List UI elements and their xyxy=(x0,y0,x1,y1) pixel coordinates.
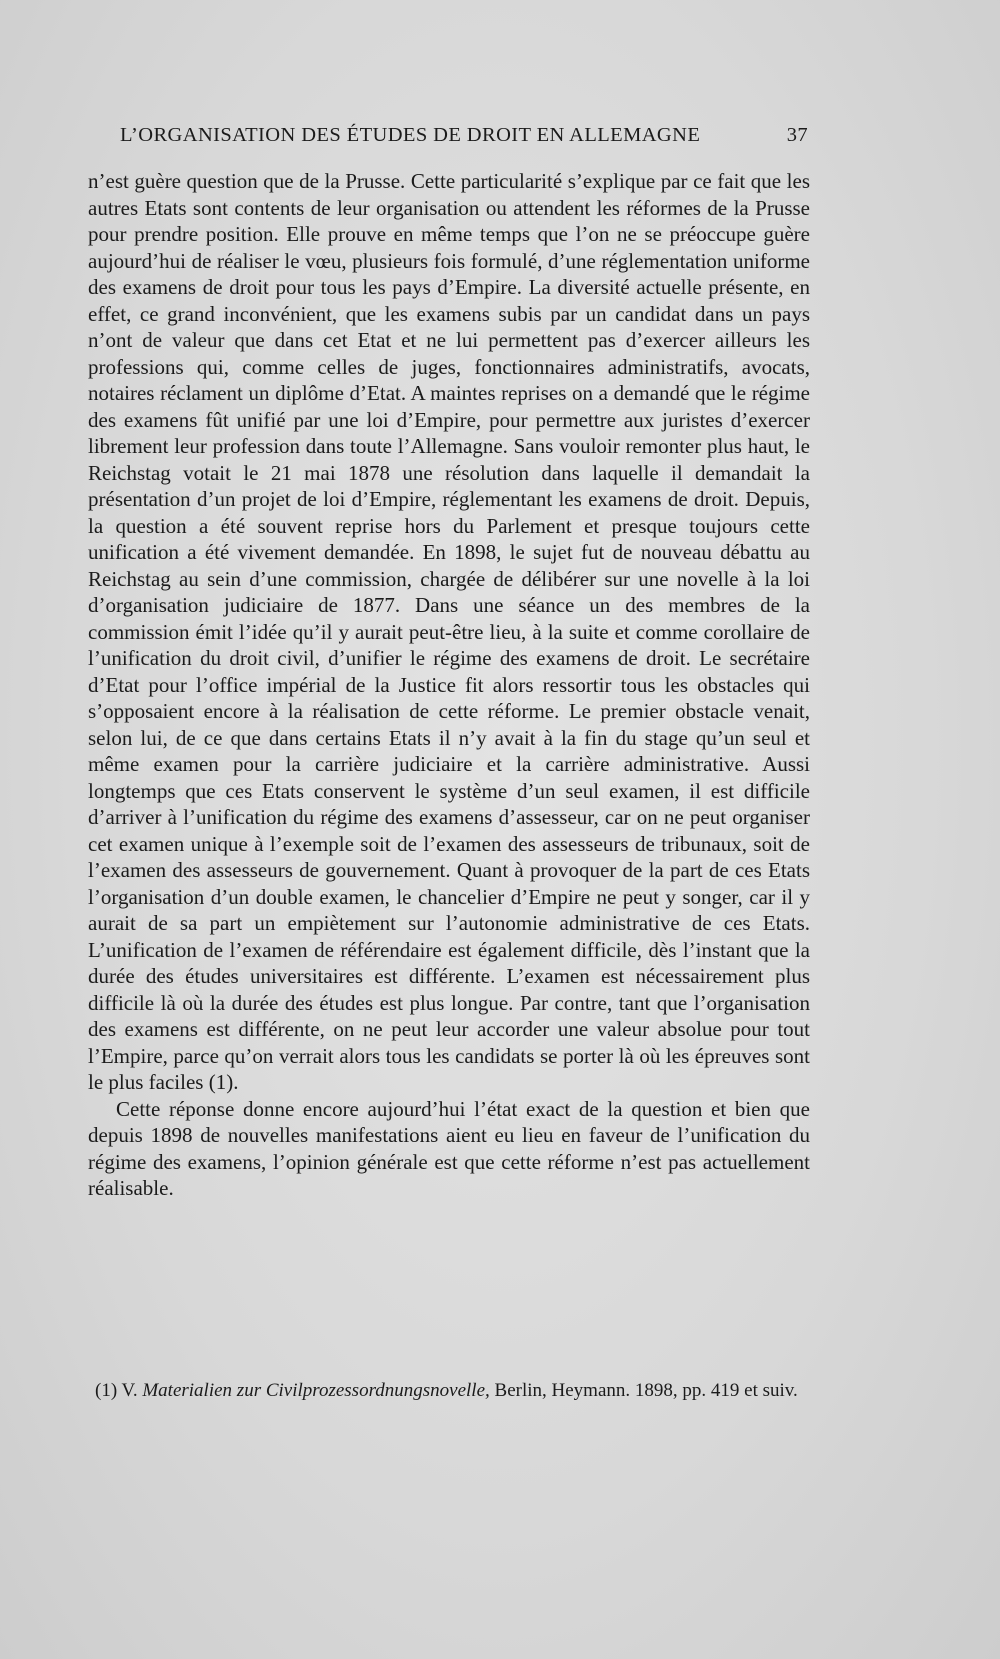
paragraph-conclusion: Cette réponse donne encore aujourd’hui l’état exact de la question et bien que depuis 1898 de nouvelles manifestations aient eu lieu en faveur de l’unification du régime des examens, l’opinion générale est que cette réforme n’est pas actuellement réalisable. xyxy=(88,1096,810,1200)
running-head xyxy=(120,124,808,147)
page-number: 37 xyxy=(786,124,808,146)
footnote-rest: Berlin, Heymann. 1898, pp. 419 et suiv. xyxy=(494,1380,798,1401)
running-head-title: L’ORGANISATION DES ÉTUDES DE DROIT EN ALLEMAGNE xyxy=(120,124,701,146)
footnote xyxy=(95,1378,809,1404)
footnote-text xyxy=(95,1378,809,1404)
paragraph-continued: n’est guère question que de la Prusse. Cette particularité s’explique par ce fait que les autres Etats sont contents de leur organisation ou attendent les réformes de la Prusse pour prendre position. Elle prouve en même temps que l’on ne se préoccupe guère aujourd’hui de réaliser le vœu, plusieurs fois formulé, d’une réglementation uniforme des examens de droit pour tous les pays d’Empire. La diversité actuelle présente, en effet, ce grand inconvénient, que les examens subis par un candidat dans un pays n’ont de valeur que dans cet Etat et ne lui permettent pas d’exercer ailleurs les professions qui, comme celles de juges, fonctionnaires administratifs, avocats, notaires réclament un diplôme d’Etat. A maintes reprises on a demandé que le régime des examens fût unifié par une loi d’Empire, pour permettre aux juristes d’exercer librement leur profession dans toute l’Allemagne. Sans vouloir remonter plus haut, le Reichstag votait le 21 mai 1878 une résolution dans laquelle il demandait la présentation d’un projet de loi d’Empire, réglementant les examens de droit. Depuis, la question a été souvent reprise hors du Parlement et presque toujours cette unification a été vivement demandée. En 1898, le sujet fut de nouveau débattu au Reichstag au sein d’une commission, chargée de délibérer sur une novelle à la loi d’organisation judiciaire de 1877. Dans une séance un des membres de la commission émit l’idée qu’il y aurait peut-être lieu, à la suite et comme corollaire de l’unification du droit civil, d’unifier le régime des examens de droit. Le secrétaire d’Etat pour l’office impérial de la Justice fit alors ressortir tous les obstacles qui s’opposaient encore à la réalisation de cette réforme. Le premier obstacle venait, selon lui, de ce que dans certains Etats il n’y avait à la fin du stage qu’un seul et même examen pour la carrière judiciaire et la carrière administrative. Aussi longtemps que ces Etats conservent le système d’un seul examen, il est difficile d’arriver à l’unification du régime des examens d’assesseur, car on ne peut organiser cet examen unique à l’exemple soit de l’examen des assesseurs de tribunaux, soit de l’examen des assesseurs de gouvernement. Quant à provoquer de la part de ces Etats l’organisation d’un double examen, le chancelier d’Empire ne peut y songer, car il y aurait de sa part un empiètement sur l’autonomie administrative de ces Etats. L’unification de l’examen de référendaire est également difficile, dès l’instant que la durée des études universitaires est différente. L’examen est nécessairement plus difficile là où la durée des études est plus longue. Par contre, tant que l’organisation des examens est différente, on ne peut leur accorder une valeur absolue pour tout l’Empire, parce qu’on verrait alors tous les candidats se porter là où les épreuves sont le plus faciles (1). xyxy=(88,169,810,1094)
footnote-marker: (1) V. xyxy=(95,1380,138,1401)
body-text xyxy=(88,168,810,1202)
footnote-title: Materialien zur Civilprozessordnungsnovelle, xyxy=(142,1380,490,1401)
